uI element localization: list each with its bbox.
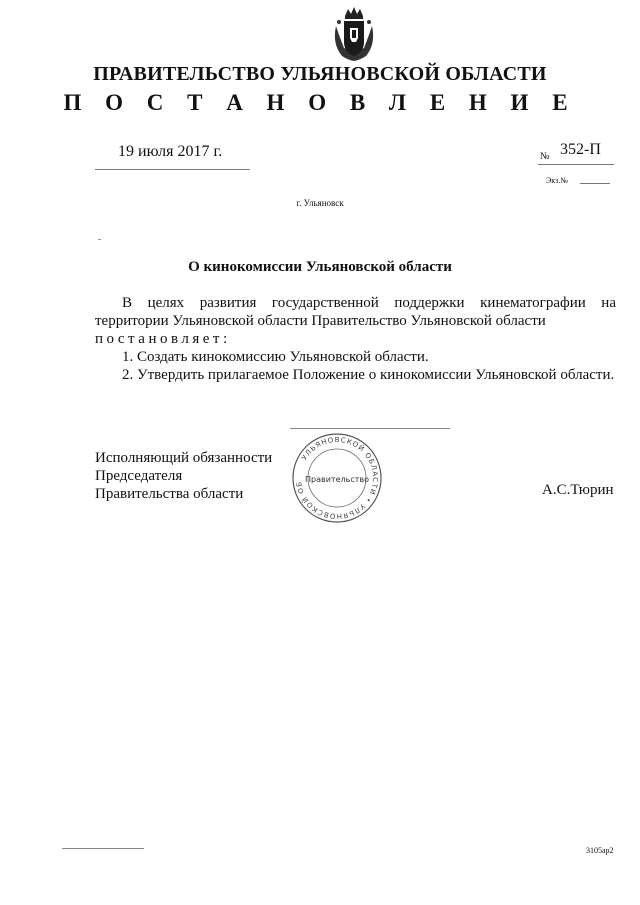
position-line-1: Исполняющий обязанности (95, 450, 273, 466)
footer-code: 3105ар2 (586, 846, 614, 855)
document-subject: О кинокомиссии Ульяновской области (188, 259, 452, 275)
number-underline (538, 164, 614, 165)
document-number: 352-П (560, 141, 601, 158)
document-body (95, 294, 616, 384)
position-line-3: Правительства области (95, 486, 244, 502)
intro-paragraph: В целях развития государственной поддержки кинематографии на территории Ульяновской области Правительство Ульяновской области (95, 295, 616, 329)
government-title: ПРАВИТЕЛЬСТВО УЛЬЯНОВСКОЙ ОБЛАСТИ (93, 63, 547, 85)
decree-item-2: 2. Утвердить прилагаемое Положение о кинокомиссии Ульяновской области. (122, 367, 615, 383)
signature-line (290, 428, 450, 429)
decree-item-1: 1. Создать кинокомиссию Ульяновской области. (122, 349, 429, 365)
city: г. Ульяновск (296, 198, 344, 208)
decree-word: постановляет: (95, 331, 231, 347)
margin-mark (98, 239, 101, 240)
document-date: 19 июля 2017 г. (118, 143, 223, 160)
date-underline (95, 169, 250, 170)
signatory-position (95, 449, 272, 503)
copy-number-underline (580, 183, 610, 184)
signatory-name: А.С.Тюрин (542, 482, 614, 498)
number-label: № (540, 151, 550, 162)
official-seal-icon (290, 431, 384, 525)
svg-text:Правительство: Правительство (305, 475, 369, 484)
footer-line (62, 848, 144, 849)
document-type: П О С Т А Н О В Л Е Н И Е (63, 90, 577, 115)
copy-number-label: Экз.№ (546, 176, 568, 185)
position-line-2: Председателя (95, 468, 183, 484)
svg-text:УЛЬЯНОВСКОЙ ОБЛАСТИ • УЛЬЯНОВС: УЛЬЯНОВСКОЙ ОБЛАСТИ • УЛЬЯНОВСКОЙ ОБ (295, 435, 380, 521)
coat-of-arms-icon (330, 6, 378, 62)
